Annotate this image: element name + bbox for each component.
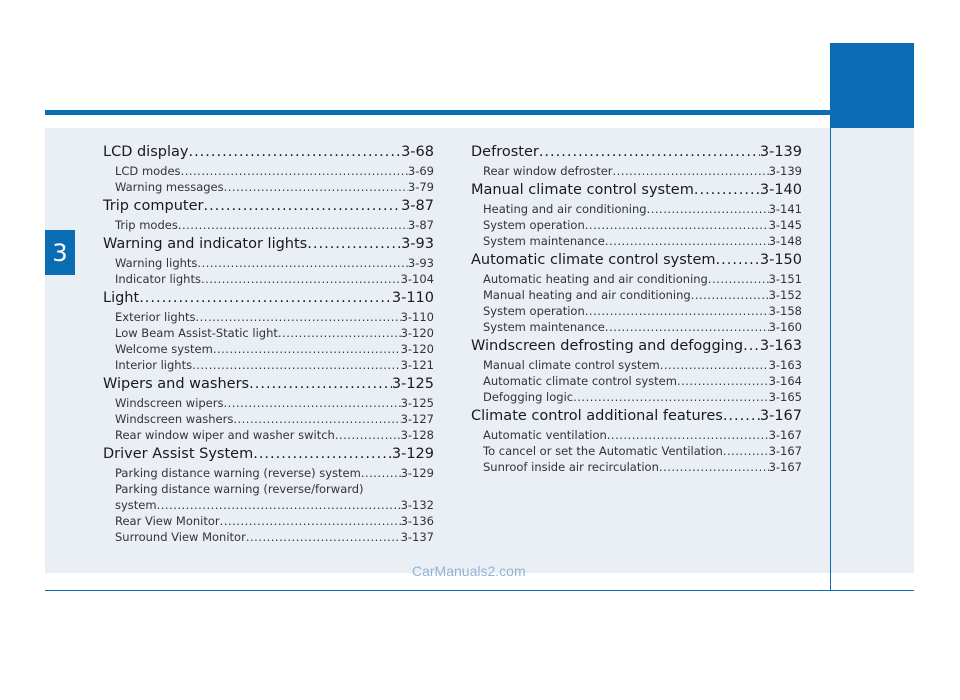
toc-section-entry-page-number: 3-93 (401, 236, 434, 252)
dot-leader (660, 357, 769, 373)
toc-section-entry[interactable] (103, 288, 434, 309)
toc-subentry-page-number: 3-121 (400, 358, 434, 372)
toc-subentry-page-number: 3-151 (768, 272, 802, 286)
dot-leader (335, 427, 401, 443)
toc-section-entry-page-number: 3-167 (759, 408, 802, 424)
toc-subentry-label: Manual heating and air conditioning (483, 288, 691, 302)
dot-leader (605, 233, 769, 249)
toc-section-entry-page-number: 3-150 (759, 252, 802, 268)
dot-leader (677, 373, 769, 389)
toc-subentry-page-number: 3-129 (400, 466, 434, 480)
toc-subentry[interactable] (103, 271, 434, 287)
dot-leader (708, 271, 769, 287)
dot-leader (213, 341, 401, 357)
toc-subentry-page-number: 3-165 (768, 390, 802, 404)
toc-subentry[interactable] (103, 427, 434, 443)
toc-subentry-page-number: 3-127 (400, 412, 434, 426)
dot-leader (220, 513, 401, 529)
toc-subentry-label: Warning lights (115, 256, 198, 270)
dot-leader (233, 411, 400, 427)
toc-subentry-label: Automatic ventilation (483, 428, 607, 442)
dot-leader (743, 336, 760, 357)
toc-section-entry-label: Windscreen defrosting and defogging (471, 338, 744, 354)
toc-subentry-label: Exterior lights (115, 310, 196, 324)
toc-subentry-page-number: 3-167 (768, 428, 802, 442)
toc-subentry[interactable] (103, 395, 434, 411)
toc-subentry[interactable] (103, 341, 434, 357)
footer-rule (45, 590, 914, 591)
toc-subentry[interactable] (103, 179, 434, 195)
toc-subentry-page-number: 3-160 (768, 320, 802, 334)
toc-section-entry-page-number: 3-129 (391, 446, 434, 462)
dot-leader (223, 395, 400, 411)
toc-right-column (471, 141, 802, 475)
toc-subentry-label: To cancel or set the Automatic Ventilation (483, 444, 723, 458)
toc-subentry-page-number: 3-136 (400, 514, 434, 528)
toc-subentry-label-line[interactable]: Parking distance warning (reverse/forward) (115, 482, 364, 496)
toc-subentry-page-number: 3-167 (768, 460, 802, 474)
toc-subentry-label: Welcome system (115, 342, 213, 356)
toc-subentry-label: Sunroof inside air recirculation (483, 460, 659, 474)
dot-leader (197, 255, 407, 271)
chapter-number-badge: 3 (45, 230, 75, 275)
dot-leader (203, 196, 401, 217)
toc-section-entry-page-number: 3-110 (391, 290, 434, 306)
toc-subentry-page-number: 3-163 (768, 358, 802, 372)
dot-leader (192, 357, 400, 373)
dot-leader (716, 250, 760, 271)
dot-leader (224, 179, 408, 195)
toc-subentry-label: Windscreen washers (115, 412, 234, 426)
toc-subentry-label: Trip modes (115, 218, 178, 232)
toc-subentry-label: Defogging logic (483, 390, 574, 404)
toc-subentry-label: Rear window defroster (483, 164, 613, 178)
dot-leader (157, 497, 401, 513)
dot-leader (178, 217, 408, 233)
toc-subentry[interactable] (471, 217, 802, 233)
dot-leader (694, 180, 760, 201)
toc-section-entry[interactable] (471, 142, 802, 163)
toc-section-entry-label: LCD display (103, 144, 189, 160)
dot-leader (605, 319, 769, 335)
toc-subentry-label: System operation (483, 218, 585, 232)
toc-subentry-page-number: 3-137 (400, 530, 434, 544)
toc-subentry-page-number: 3-110 (400, 310, 434, 324)
toc-subentry-label: Surround View Monitor (115, 530, 246, 544)
toc-section-entry-page-number: 3-87 (401, 198, 434, 214)
toc-section-entry-page-number: 3-163 (759, 338, 802, 354)
toc-subentry[interactable] (471, 303, 802, 319)
toc-subentry-label: Manual climate control system (483, 358, 660, 372)
toc-subentry-label: Windscreen wipers (115, 396, 224, 410)
toc-subentry-page-number: 3-120 (400, 342, 434, 356)
dot-leader (253, 444, 392, 465)
toc-subentry-page-number: 3-132 (400, 498, 434, 512)
dot-leader (607, 427, 769, 443)
toc-section-entry-page-number: 3-68 (401, 144, 434, 160)
header-rule (45, 110, 830, 115)
toc-subentry[interactable] (471, 357, 802, 373)
toc-subentry-page-number: 3-87 (407, 218, 434, 232)
toc-subentry-page-number: 3-120 (400, 326, 434, 340)
dot-leader (195, 309, 400, 325)
toc-subentry[interactable] (471, 389, 802, 405)
toc-subentry-label: Rear View Monitor (115, 514, 220, 528)
toc-subentry[interactable] (103, 513, 434, 529)
toc-section-entry-page-number: 3-140 (759, 182, 802, 198)
toc-left-column (103, 141, 434, 545)
dot-leader (139, 288, 392, 309)
chapter-corner-tab (830, 43, 914, 128)
toc-subentry[interactable] (471, 319, 802, 335)
toc-section-entry[interactable] (103, 374, 434, 395)
toc-subentry[interactable] (103, 529, 434, 545)
toc-subentry-label: Interior lights (115, 358, 193, 372)
dot-leader (201, 271, 401, 287)
toc-subentry-page-number: 3-139 (768, 164, 802, 178)
toc-section-entry-page-number: 3-139 (759, 144, 802, 160)
toc-subentry-label: Warning messages (115, 180, 224, 194)
toc-subentry-label: Rear window wiper and washer switch (115, 428, 335, 442)
toc-subentry-label: LCD modes (115, 164, 181, 178)
toc-subentry[interactable] (103, 217, 434, 233)
toc-subentry-page-number: 3-125 (400, 396, 434, 410)
dot-leader (585, 217, 769, 233)
dot-leader (723, 443, 769, 459)
toc-section-entry-label: Defroster (471, 144, 539, 160)
dot-leader (307, 234, 401, 255)
toc-subentry-label: System maintenance (483, 234, 605, 248)
toc-subentry[interactable] (103, 309, 434, 325)
toc-subentry-label: Indicator lights (115, 272, 201, 286)
toc-subentry-page-number: 3-69 (407, 164, 434, 178)
toc-subentry[interactable] (103, 357, 434, 373)
dot-leader (723, 406, 760, 427)
dot-leader (691, 287, 769, 303)
toc-subentry[interactable] (471, 163, 802, 179)
dot-leader (585, 303, 769, 319)
toc-subentry-page-number: 3-148 (768, 234, 802, 248)
toc-subentry-label: Automatic heating and air conditioning (483, 272, 708, 286)
dot-leader (278, 325, 401, 341)
toc-section-entry-label: Driver Assist System (103, 446, 254, 462)
toc-subentry-label: Heating and air conditioning (483, 202, 647, 216)
toc-subentry-label: Automatic climate control system (483, 374, 677, 388)
dot-leader (181, 163, 408, 179)
toc-subentry-page-number: 3-167 (768, 444, 802, 458)
watermark-text: CarManuals2.com (412, 563, 526, 579)
toc-subentry[interactable] (471, 459, 802, 475)
toc-subentry[interactable] (471, 233, 802, 249)
toc-section-entry[interactable] (471, 180, 802, 201)
toc-subentry-page-number: 3-164 (768, 374, 802, 388)
toc-subentry-page-number: 3-145 (768, 218, 802, 232)
toc-subentry[interactable] (103, 465, 434, 481)
dot-leader (573, 389, 768, 405)
toc-section-entry[interactable] (471, 336, 802, 357)
toc-subentry-label: Low Beam Assist-Static light (115, 326, 278, 340)
dot-leader (361, 465, 401, 481)
toc-subentry-page-number: 3-141 (768, 202, 802, 216)
toc-subentry-page-number: 3-158 (768, 304, 802, 318)
toc-subentry-page-number: 3-152 (768, 288, 802, 302)
toc-section-entry-label: Wipers and washers (103, 376, 250, 392)
toc-subentry-label: Parking distance warning (reverse) system (115, 466, 361, 480)
toc-section-entry[interactable] (471, 250, 802, 271)
toc-subentry[interactable] (471, 287, 802, 303)
toc-subentry-label: System maintenance (483, 320, 605, 334)
dot-leader (613, 163, 769, 179)
toc-section-entry[interactable] (103, 196, 434, 217)
dot-leader (647, 201, 769, 217)
panel-divider (830, 128, 831, 590)
toc-subentry[interactable] (103, 325, 434, 341)
toc-subentry-label: System operation (483, 304, 585, 318)
toc-subentry[interactable] (103, 497, 434, 513)
toc-subentry-page-number: 3-104 (400, 272, 434, 286)
toc-subentry[interactable] (471, 373, 802, 389)
dot-leader (188, 142, 401, 163)
toc-subentry[interactable] (471, 427, 802, 443)
toc-section-entry-label: Manual climate control system (471, 182, 694, 198)
toc-section-entry-label: Trip computer (103, 198, 204, 214)
dot-leader (249, 374, 392, 395)
toc-subentry-label: system (115, 498, 157, 512)
toc-section-entry[interactable] (103, 142, 434, 163)
toc-subentry[interactable] (471, 201, 802, 217)
toc-section-entry[interactable] (471, 406, 802, 427)
toc-subentry-page-number: 3-128 (400, 428, 434, 442)
toc-subentry[interactable] (103, 411, 434, 427)
toc-section-entry-page-number: 3-125 (391, 376, 434, 392)
toc-subentry[interactable] (471, 271, 802, 287)
toc-subentry-page-number: 3-93 (407, 256, 434, 270)
toc-section-entry-label: Warning and indicator lights (103, 236, 308, 252)
toc-subentry[interactable] (471, 443, 802, 459)
toc-subentry-page-number: 3-79 (407, 180, 434, 194)
toc-section-entry-label: Climate control additional features (471, 408, 723, 424)
toc-subentry[interactable] (103, 255, 434, 271)
toc-section-entry[interactable] (103, 234, 434, 255)
toc-section-entry-label: Light (103, 290, 140, 306)
dot-leader (659, 459, 769, 475)
toc-section-entry[interactable] (103, 444, 434, 465)
toc-section-entry-label: Automatic climate control system (471, 252, 716, 268)
dot-leader (539, 142, 760, 163)
dot-leader (246, 529, 401, 545)
toc-subentry[interactable] (103, 163, 434, 179)
